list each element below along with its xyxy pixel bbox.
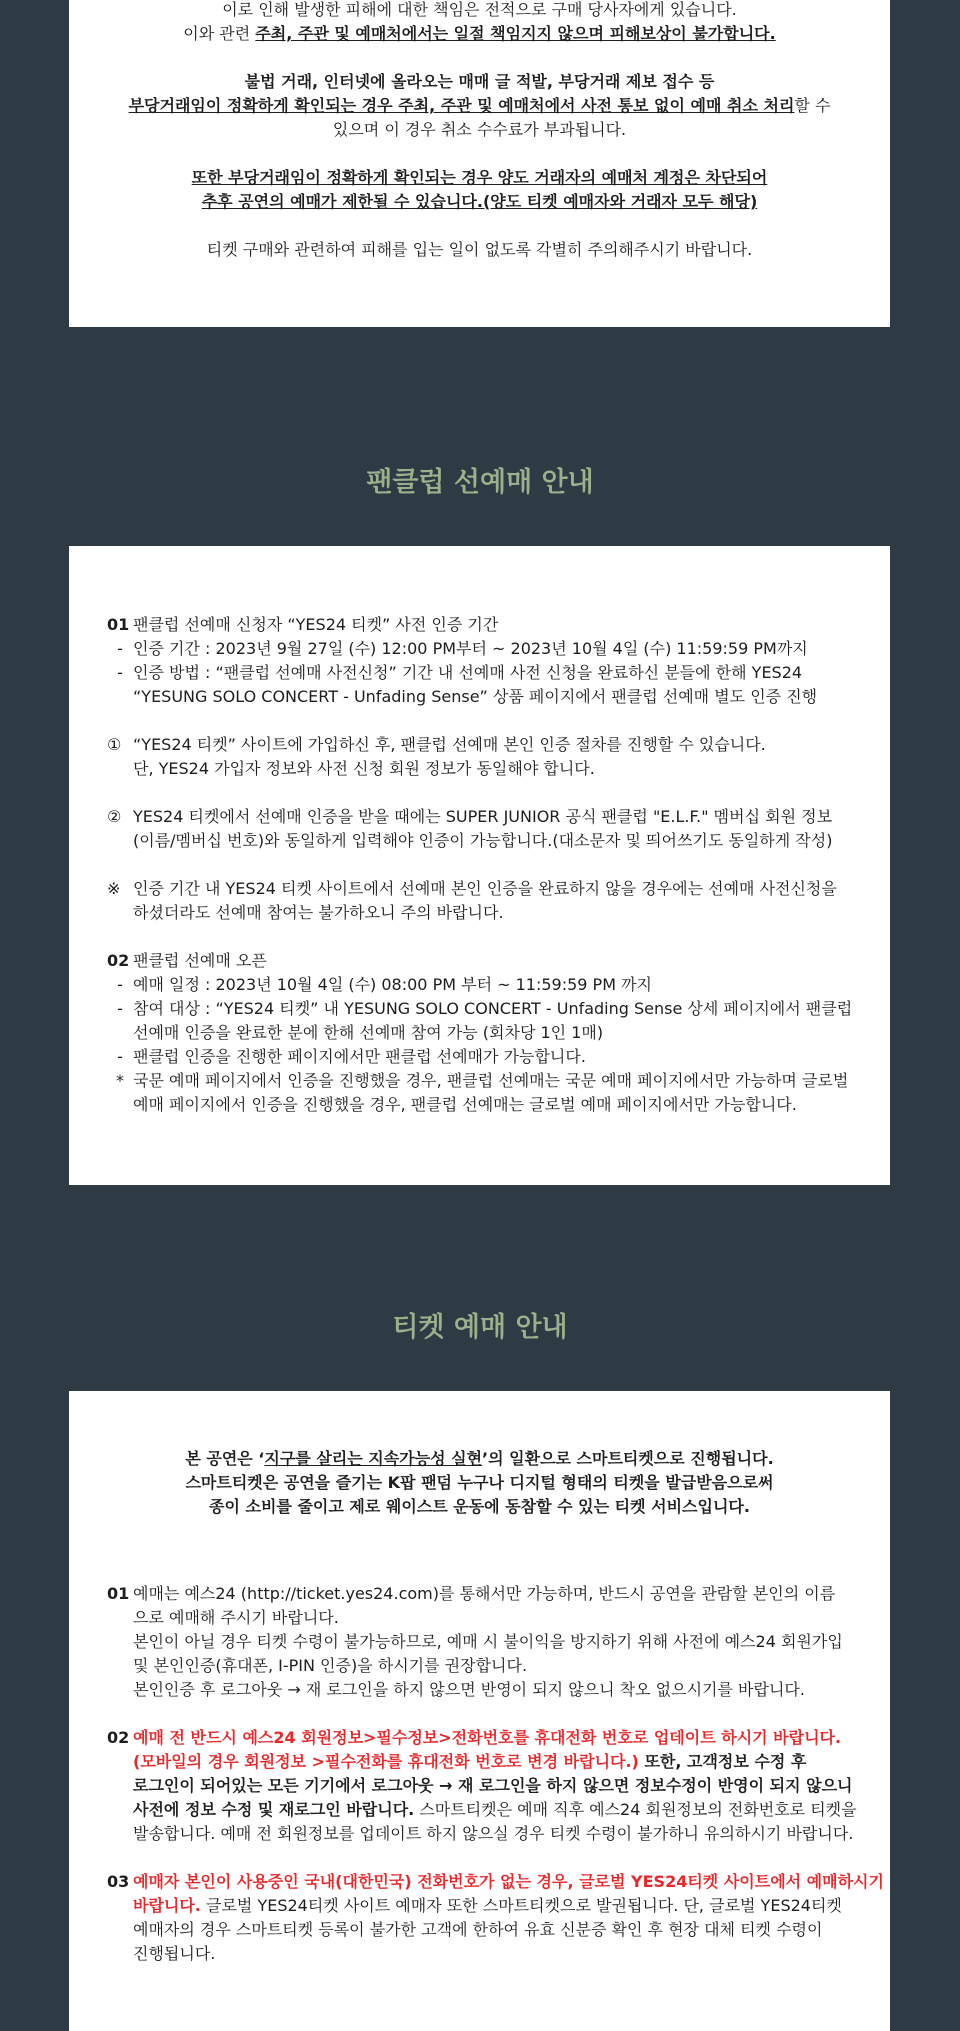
- notice-emphasis: 부당거래임이 정확하게 확인되는 경우 주최, 주관 및 예매처에서 사전 통보 없이 예매 취소 처리: [128, 96, 795, 115]
- intro-line: 본 공연은 ‘지구를 살리는 지속가능성 실현’의 일환으로 스마트티켓으로 진행됩니다.: [185, 1449, 774, 1468]
- list-item: * 국문 예매 페이지에서 인증을 진행했을 경우, 팬클럽 선예매는 국문 예매 페이지에서만 가능하며 글로벌 예매 페이지에서 인증을 진행했을 경우, 팬클럽 선예매는 글로벌 예매 페이지에서만 가능합니다.: [116, 1071, 849, 1114]
- fanclub-presale-list: [107, 613, 890, 1117]
- list-item: - 인증 기간 : 2023년 9월 27일 (수) 12:00 PM부터 ~ 2023년 10월 4일 (수) 11:59:59 PM까지: [117, 639, 808, 658]
- list-item: - 팬클럽 인증을 진행한 페이지에서만 팬클럽 선예매가 가능합니다.: [117, 1047, 586, 1066]
- notice-line: 추후 공연의 예매가 제한될 수 있습니다.(양도 티켓 예매자와 거래자 모두 해당): [201, 192, 758, 211]
- illegal-trade-notice: [89, 0, 870, 262]
- list-item: - 예매 일정 : 2023년 10월 4일 (수) 08:00 PM 부터 ~ 11:59:59 PM 까지: [117, 975, 653, 994]
- notice-line: 티켓 구매와 관련하여 피해를 입는 일이 없도록 각별히 주의해주시기 바랍니다.: [206, 240, 753, 259]
- notice-line: 부당거래임이 정확하게 확인되는 경우 주최, 주관 및 예매처에서 사전 통보 없이 예매 취소 처리할 수: [128, 96, 831, 115]
- notice-line: 이와 관련 주최, 주관 및 예매처에서는 일절 책임지지 않으며 피해보상이 불가합니다.: [183, 24, 776, 43]
- list-item: 02 예매 전 반드시 예스24 회원정보>필수정보>전화번호를 휴대전화 번호로 업데이트 하시기 바랍니다. (모바일의 경우 회원정보 >필수전화를 휴대전화 번호로 변경 바랍니다.) 또한, 고객정보 수정 후 로그인이 되어있는 모든 기기에서 로그아웃 → 재 로그인을 하지 않으면 정보수정이 반영이 되지 않으니 사전에 정보 수정 및 재로그인 바랍니다. 스마트티켓은 예매 직후 예스24 회원정보의 전화번호로 티켓을 발송합니다. 예매 전 회원정보를 업데이트 하지 않으실 경우 티켓 수령이 불가하니 유의하시기 바랍니다.: [107, 1728, 857, 1843]
- list-item: 03 예매자 본인이 사용중인 국내(대한민국) 전화번호가 없는 경우, 글로벌 YES24티켓 사이트에서 예매하시기 바랍니다. 글로벌 YES24티켓 사이트 예매자 또한 스마트티켓으로 발권됩니다. 단, 글로벌 YES24티켓 예매자의 경우 스마트티켓 등록이 불가한 고객에 한하여 유효 신분증 확인 후 현장 대체 티켓 수령이 진행됩니다.: [107, 1872, 884, 1963]
- list-item: ② YES24 티켓에서 선예매 인증을 받을 때에는 SUPER JUNIOR 공식 팬클럽 "E.L.F." 멤버십 회원 정보 (이름/멤버십 번호)와 동일하게 입력해야 인증이 가능합니다.(대소문자 및 띄어쓰기도 동일하게 작성): [107, 807, 833, 850]
- smart-ticket-intro: [89, 1447, 870, 1519]
- list-item: ※ 인증 기간 내 YES24 티켓 사이트에서 선예매 본인 인증을 완료하지 않을 경우에는 선예매 사전신청을 하셨더라도 선예매 참여는 불가하오니 주의 바랍니다.: [107, 879, 837, 922]
- notice-line: 이로 인해 발생한 피해에 대한 책임은 전적으로 구매 당사자에게 있습니다.: [222, 0, 737, 19]
- list-item: - 참여 대상 : “YES24 티켓” 내 YESUNG SOLO CONCERT - Unfading Sense 상세 페이지에서 팬클럽 선예매 인증을 완료한 분에 한해 선예매 참여 가능 (회차당 1인 1매): [117, 999, 853, 1042]
- intro-line: 종이 소비를 줄이고 제로 웨이스트 운동에 동참할 수 있는 티켓 서비스입니다.: [209, 1497, 750, 1516]
- intro-line: 스마트티켓은 공연을 즐기는 K팝 팬덤 누구나 디지털 형태의 티켓을 발급받음으로써: [185, 1473, 774, 1492]
- notice-line: 또한 부당거래임이 정확하게 확인되는 경우 양도 거래자의 예매처 계정은 차단되어: [191, 168, 768, 187]
- notice-line: 불법 거래, 인터넷에 올라오는 매매 글 적발, 부당거래 제보 접수 등: [244, 72, 715, 91]
- ticket-booking-list: [107, 1582, 900, 1966]
- section-title-fanclub-presale: 팬클럽 선예매 안내: [366, 467, 594, 498]
- list-item: 02 팬클럽 선예매 오픈: [107, 951, 267, 970]
- list-item: 01 팬클럽 선예매 신청자 “YES24 티켓” 사전 인증 기간: [107, 615, 499, 634]
- list-item: 01 예매는 예스24 (http://ticket.yes24.com)를 통해서만 가능하며, 반드시 공연을 관람할 본인의 이름 으로 예매해 주시기 바랍니다. 본인이 아닐 경우 티켓 수령이 불가능하므로, 예매 시 불이익을 방지하기 위해 사전에 예스24 회원가입 및 본인인증(휴대폰, I-PIN 인증)을 하시기를 권장합니다. 본인인증 후 로그아웃 → 재 로그인을 하지 않으면 반영이 되지 않으니 착오 없으시기를 바랍니다.: [107, 1584, 843, 1699]
- list-item: - 인증 방법 : “팬클럽 선예매 사전신청” 기간 내 선예매 사전 신청을 완료하신 분들에 한해 YES24 “YESUNG SOLO CONCERT - Unfading Sense” 상품 페이지에서 팬클럽 선예매 별도 인증 진행: [117, 663, 818, 706]
- notice-line: 있으며 이 경우 취소 수수료가 부과됩니다.: [332, 120, 627, 139]
- notice-emphasis: 주최, 주관 및 예매처에서는 일절 책임지지 않으며 피해보상이 불가합니다.: [255, 24, 776, 43]
- list-item: ① “YES24 티켓” 사이트에 가입하신 후, 팬클럽 선예매 본인 인증 절차를 진행할 수 있습니다. 단, YES24 가입자 정보와 사전 신청 회원 정보가 동일해야 합니다.: [107, 735, 766, 778]
- section-title-ticket-booking: 티켓 예매 안내: [392, 1312, 568, 1343]
